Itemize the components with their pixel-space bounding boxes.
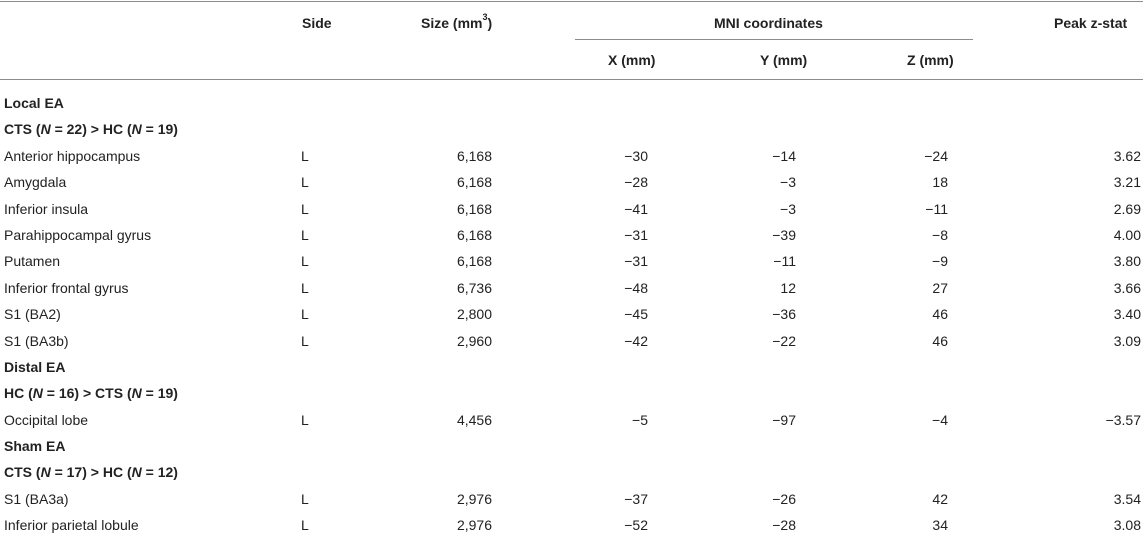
- size-cell: 6,168: [456, 200, 492, 217]
- size-cell: 6,736: [456, 279, 492, 296]
- table-row: [0, 143, 1143, 169]
- table-row: [0, 301, 1143, 327]
- header-size: [421, 14, 492, 32]
- y-cell: −3: [780, 174, 796, 191]
- x-cell: −31: [624, 253, 648, 270]
- x-cell: −45: [624, 306, 648, 323]
- peak-cell: 3.54: [1113, 490, 1141, 507]
- region-cell: Inferior frontal gyrus: [4, 279, 129, 296]
- contrast-row: [0, 380, 1143, 406]
- table-row: [0, 248, 1143, 274]
- contrast-count-b: = 19): [141, 121, 178, 138]
- contrast-count-a: = 16) > CTS (: [42, 385, 132, 402]
- region-cell: Inferior insula: [4, 200, 89, 217]
- size-cell: 6,168: [456, 253, 492, 270]
- table-row: [0, 407, 1143, 433]
- side-cell: L: [301, 147, 309, 164]
- contrast-n-a: N: [32, 385, 43, 402]
- table-row: [0, 196, 1143, 222]
- region-cell: S1 (BA3b): [4, 332, 69, 349]
- z-cell: −11: [925, 200, 948, 217]
- contrast-group-a: CTS (: [4, 464, 41, 481]
- z-cell: 46: [932, 332, 948, 349]
- contrast-label: [4, 459, 178, 485]
- table-row: [0, 486, 1143, 512]
- side-cell: L: [301, 174, 309, 191]
- section-label: Local EA: [4, 95, 64, 111]
- section-row: [0, 433, 1143, 459]
- z-cell: 42: [932, 490, 948, 507]
- region-cell: Occipital lobe: [4, 411, 89, 428]
- side-cell: L: [301, 517, 309, 534]
- contrast-group-a: HC (: [4, 385, 33, 402]
- header-size-prefix: Size (mm: [421, 15, 483, 31]
- side-cell: L: [301, 411, 309, 428]
- size-cell: 6,168: [456, 174, 492, 191]
- y-cell: −26: [772, 490, 796, 507]
- z-cell: 34: [932, 517, 948, 534]
- region-cell: Parahippocampal gyrus: [4, 226, 152, 243]
- z-cell: −8: [932, 226, 948, 243]
- header-x: X (mm): [608, 52, 656, 68]
- header-y: Y (mm): [760, 52, 808, 68]
- peak-cell: 3.09: [1113, 332, 1141, 349]
- peak-cell: 3.21: [1113, 174, 1141, 191]
- contrast-label: [4, 380, 178, 406]
- peak-cell: 3.80: [1113, 253, 1141, 270]
- header-side: Side: [302, 15, 332, 31]
- table-row: [0, 222, 1143, 248]
- side-cell: L: [301, 279, 309, 296]
- size-cell: 2,800: [456, 306, 492, 323]
- peak-cell: −3.57: [1105, 411, 1141, 428]
- region-cell: S1 (BA3a): [4, 490, 69, 507]
- contrast-count-b: = 19): [141, 385, 178, 402]
- y-cell: −97: [772, 411, 796, 428]
- y-cell: −28: [772, 517, 796, 534]
- x-cell: −28: [624, 174, 648, 191]
- size-cell: 2,976: [456, 517, 492, 534]
- side-cell: L: [301, 332, 309, 349]
- y-cell: −22: [772, 332, 796, 349]
- x-cell: −5: [632, 411, 648, 428]
- contrast-n-a: N: [40, 464, 51, 481]
- side-cell: L: [301, 253, 309, 270]
- x-cell: −48: [624, 279, 648, 296]
- section-label: Sham EA: [4, 438, 66, 455]
- region-cell: Inferior parietal lobule: [4, 517, 139, 534]
- z-cell: 27: [932, 279, 948, 296]
- z-cell: 46: [932, 306, 948, 323]
- peak-cell: 3.62: [1113, 147, 1141, 164]
- region-cell: Anterior hippocampus: [4, 147, 141, 164]
- table-row: [0, 328, 1143, 354]
- peak-cell: 4.00: [1113, 226, 1141, 243]
- contrast-n-b: N: [131, 464, 142, 481]
- y-cell: −14: [772, 147, 796, 164]
- z-cell: −24: [924, 147, 948, 164]
- size-cell: 6,168: [456, 226, 492, 243]
- size-cell: 2,960: [456, 332, 492, 349]
- header-peak: Peak z-stat: [1054, 15, 1128, 31]
- peak-cell: 3.66: [1113, 279, 1141, 296]
- contrast-count-a: = 22) > HC (: [50, 121, 132, 138]
- size-cell: 4,456: [456, 411, 492, 428]
- contrast-n-a: N: [40, 121, 51, 138]
- header-size-sup: 3: [482, 12, 488, 23]
- peak-cell: 3.40: [1113, 306, 1141, 323]
- side-cell: L: [301, 200, 309, 217]
- section-row: [0, 90, 1143, 116]
- x-cell: −42: [624, 332, 648, 349]
- contrast-n-b: N: [131, 385, 142, 402]
- side-cell: L: [301, 226, 309, 243]
- x-cell: −52: [624, 517, 648, 534]
- region-cell: Amygdala: [4, 174, 67, 191]
- header-mni: MNI coordinates: [714, 15, 823, 31]
- side-cell: L: [301, 490, 309, 507]
- x-cell: −31: [624, 226, 648, 243]
- contrast-n-b: N: [131, 121, 142, 138]
- x-cell: −41: [624, 200, 648, 217]
- side-cell: L: [301, 306, 309, 323]
- y-cell: −3: [780, 200, 796, 217]
- table-row: [0, 275, 1143, 301]
- contrast-count-a: = 17) > HC (: [50, 464, 132, 481]
- section-row: [0, 354, 1143, 380]
- contrast-row: [0, 459, 1143, 485]
- region-cell: Putamen: [4, 253, 61, 270]
- table-row: [0, 169, 1143, 195]
- x-cell: −37: [624, 490, 648, 507]
- header-rule: [0, 79, 1143, 80]
- size-cell: 6,168: [456, 147, 492, 164]
- contrast-group-a: CTS (: [4, 121, 41, 138]
- table-row: [0, 512, 1143, 538]
- y-cell: 12: [780, 279, 796, 296]
- size-cell: 2,976: [456, 490, 492, 507]
- z-cell: −4: [932, 411, 948, 428]
- z-cell: −9: [932, 253, 948, 270]
- region-cell: S1 (BA2): [4, 306, 61, 323]
- y-cell: −36: [772, 306, 796, 323]
- peak-cell: 3.08: [1113, 517, 1141, 534]
- top-rule: [0, 1, 1143, 2]
- table-body: [0, 90, 1143, 539]
- x-cell: −30: [624, 147, 648, 164]
- contrast-label: [4, 116, 178, 142]
- mni-rule: [575, 39, 973, 40]
- peak-cell: 2.69: [1113, 200, 1141, 217]
- contrast-count-b: = 12): [141, 464, 178, 481]
- contrast-row: [0, 116, 1143, 142]
- z-cell: 18: [932, 174, 948, 191]
- section-label: Distal EA: [4, 358, 66, 375]
- y-cell: −11: [773, 253, 796, 270]
- y-cell: −39: [772, 226, 796, 243]
- header-size-suffix: ): [487, 15, 493, 31]
- header-z: Z (mm): [907, 52, 954, 68]
